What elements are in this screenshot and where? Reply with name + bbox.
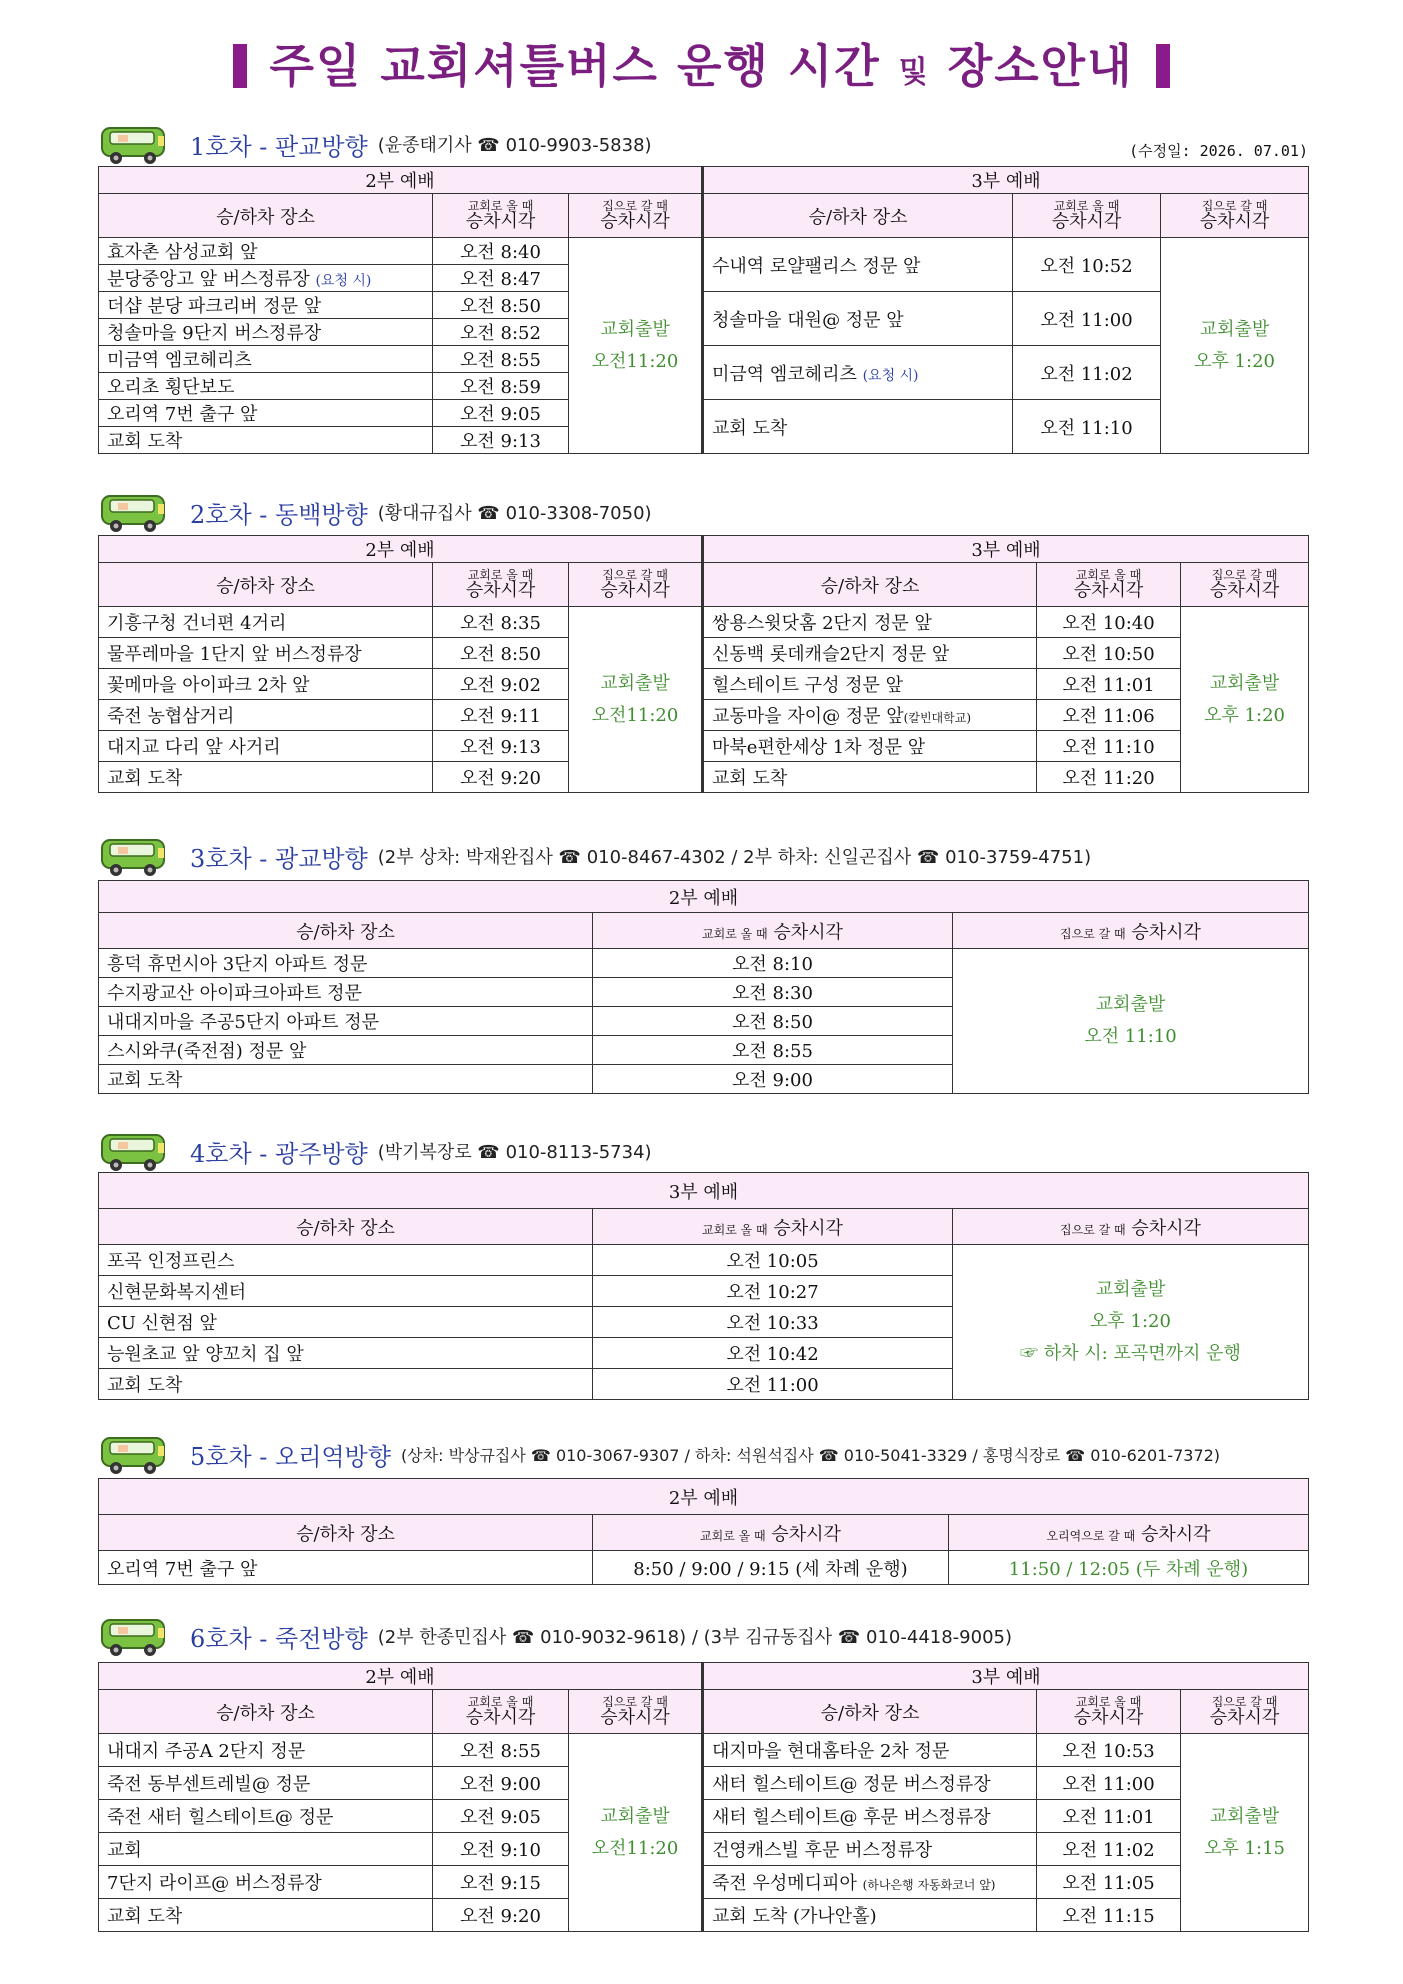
- bus2-header: [98, 486, 652, 538]
- go-time-cell: 교회출발 오후 1:15: [1181, 1734, 1309, 1932]
- page-title: [0, 30, 1403, 96]
- time: 오전 9:05: [433, 1800, 569, 1833]
- time: 오전 8:50: [433, 292, 569, 319]
- service-2-header: 2부 예배: [99, 881, 1309, 913]
- place: CU 신현점 앞: [99, 1307, 593, 1338]
- place: 더샵 분당 파크리버 정문 앞: [99, 292, 433, 319]
- time: 오전 11:06: [1037, 700, 1181, 731]
- time: 오전 11:00: [1037, 1767, 1181, 1800]
- place: 교회 도착 (가나안홀): [703, 1899, 1037, 1932]
- come-header: 교회로 올 때 승차시각: [1013, 194, 1161, 238]
- bus5-driver: (상차: 박상규집사 ☎ 010-3067-9307 / 하차: 석원석집사 ☎ 010-5041-3329 / 홍명식장로 ☎ 010-6201-7372): [400, 1445, 1221, 1465]
- come-header: 교회로 올 때 승차시각: [1037, 563, 1181, 607]
- place: 마북e편한세상 1차 정문 앞: [703, 731, 1037, 762]
- time: 오전 9:20: [433, 762, 569, 793]
- bus4-header: [98, 1125, 652, 1177]
- service-2-header: 2부 예배: [99, 1663, 703, 1690]
- bus-icon: [98, 122, 170, 166]
- place-header: 승/하차 장소: [99, 1209, 593, 1245]
- place: 쌍용스윗닷홈 2단지 정문 앞: [703, 607, 1037, 638]
- place: 수지광교산 아이파크아파트 정문: [99, 978, 593, 1007]
- bus-icon: [98, 490, 170, 534]
- service-2-header: 2부 예배: [99, 1479, 1309, 1515]
- bus-icon: [98, 1129, 170, 1173]
- time: 오전 8:10: [593, 949, 953, 978]
- time: 오전 8:40: [433, 238, 569, 265]
- time: 오전 9:10: [433, 1833, 569, 1866]
- place-header: 승/하차 장소: [703, 194, 1013, 238]
- place-header: 승/하차 장소: [99, 194, 433, 238]
- service-3-header: 3부 예배: [703, 167, 1309, 194]
- place: 건영캐스빌 후문 버스정류장: [703, 1833, 1037, 1866]
- place: 새터 힐스테이트@ 정문 버스정류장: [703, 1767, 1037, 1800]
- place: 포곡 인정프린스: [99, 1245, 593, 1276]
- time: 오전 11:05: [1037, 1866, 1181, 1899]
- service-3-header: 3부 예배: [703, 536, 1309, 563]
- service-2-header: 2부 예배: [99, 536, 703, 563]
- go-header: 오리역으로 갈 때 승차시각: [949, 1515, 1309, 1551]
- go-time-cell: 교회출발 오후 1:20: [1181, 607, 1309, 793]
- go-time-cell: 교회출발 오전11:20: [569, 607, 703, 793]
- place-header: 승/하차 장소: [703, 1690, 1037, 1734]
- time: 오전 11:02: [1037, 1833, 1181, 1866]
- time: 오전 8:30: [593, 978, 953, 1007]
- bus4-route: 4호차 - 광주방향: [190, 1139, 368, 1168]
- place-header: 승/하차 장소: [99, 1690, 433, 1734]
- bus6-route: 6호차 - 죽전방향: [190, 1624, 368, 1653]
- place: 청솔마을 9단지 버스정류장: [99, 319, 433, 346]
- time: 오전 10:27: [593, 1276, 953, 1307]
- bus-icon: [98, 1432, 170, 1476]
- time: 오전 8:52: [433, 319, 569, 346]
- service-3-header: 3부 예배: [99, 1173, 1309, 1209]
- place: 흥덕 휴먼시아 3단지 아파트 정문: [99, 949, 593, 978]
- go-header: 집으로 갈 때 승차시각: [569, 194, 703, 238]
- bus2-route: 2호차 - 동백방향: [190, 500, 368, 529]
- go-time-cell: 교회출발 오전11:20: [569, 238, 703, 454]
- time: 오전 9:02: [433, 669, 569, 700]
- title-and: 및: [898, 55, 930, 90]
- bus3-driver: (2부 상차: 박재완집사 ☎ 010-8467-4302 / 2부 하차: 신일곤집사 ☎ 010-3759-4751): [377, 847, 1092, 868]
- time: 오전 9:00: [433, 1767, 569, 1800]
- time: 오전 8:59: [433, 373, 569, 400]
- time: 오전 11:00: [1013, 292, 1161, 346]
- time: 오전 8:55: [433, 346, 569, 373]
- bus1-route: 1호차 - 판교방향: [190, 132, 368, 161]
- place: 스시와쿠(죽전점) 정문 앞: [99, 1036, 593, 1065]
- place: 죽전 동부센트레빌@ 정문: [99, 1767, 433, 1800]
- place: 교동마을 자이@ 정문 앞(칼빈대학교): [703, 700, 1037, 731]
- come-header: 교회로 올 때 승차시각: [593, 913, 953, 949]
- time: 오전 11:15: [1037, 1899, 1181, 1932]
- time: 오전 10:50: [1037, 638, 1181, 669]
- time: 오전 10:52: [1013, 238, 1161, 292]
- place: 죽전 우성메디피아 (하나은행 자동화코너 앞): [703, 1866, 1037, 1899]
- place: 새터 힐스테이트@ 후문 버스정류장: [703, 1800, 1037, 1833]
- time: 오전 11:01: [1037, 1800, 1181, 1833]
- time: 오전 8:55: [593, 1036, 953, 1065]
- go-header: 집으로 갈 때 승차시각: [953, 913, 1309, 949]
- bus1-header: [98, 118, 652, 170]
- bus4-driver: (박기복장로 ☎ 010-8113-5734): [377, 1142, 652, 1163]
- bus1-driver: (윤종태기사 ☎ 010-9903-5838): [377, 135, 652, 156]
- place: 교회: [99, 1833, 433, 1866]
- bus4-note: ☞ 하차 시: 포곡면까지 운행: [1020, 1343, 1241, 1364]
- bus1-table: [98, 166, 1309, 454]
- time: 오전 8:50: [433, 638, 569, 669]
- place: 미금역 엠코헤리츠 (요청 시): [703, 346, 1013, 400]
- bus-icon: [98, 1614, 170, 1658]
- time: 오전 11:01: [1037, 669, 1181, 700]
- bus3-header: [98, 830, 1091, 882]
- bus5-route: 5호차 - 오리역방향: [190, 1442, 391, 1471]
- place: 신현문화복지센터: [99, 1276, 593, 1307]
- bus6-driver: (2부 한종민집사 ☎ 010-9032-9618) / (3부 김규동집사 ☎ 010-4418-9005): [377, 1627, 1013, 1648]
- place: 효자촌 삼성교회 앞: [99, 238, 433, 265]
- place: 물푸레마을 1단지 앞 버스정류장: [99, 638, 433, 669]
- place: 죽전 농협삼거리: [99, 700, 433, 731]
- place: 교회 도착: [99, 1065, 593, 1094]
- place: 교회 도착: [703, 400, 1013, 454]
- time: 오전 11:00: [593, 1369, 953, 1400]
- place: 대지마을 현대홈타운 2차 정문: [703, 1734, 1037, 1767]
- come-header: 교회로 올 때 승차시각: [433, 194, 569, 238]
- place: 신동백 롯데캐슬2단지 정문 앞: [703, 638, 1037, 669]
- go-header: 집으로 갈 때 승차시각: [1181, 563, 1309, 607]
- title-bar-left: [233, 44, 247, 88]
- time: 오전 9:20: [433, 1899, 569, 1932]
- place: 교회 도착: [99, 427, 433, 454]
- place: 오리역 7번 출구 앞: [99, 1551, 593, 1585]
- place: 교회 도착: [703, 762, 1037, 793]
- time: 오전 9:13: [433, 731, 569, 762]
- go-time-cell: 교회출발 오전 11:10: [953, 949, 1309, 1094]
- bus5-header: [98, 1428, 1220, 1480]
- time: 오전 9:00: [593, 1065, 953, 1094]
- time: 오전 10:42: [593, 1338, 953, 1369]
- time: 오전 11:20: [1037, 762, 1181, 793]
- bus5-table: [98, 1478, 1309, 1585]
- title-text: 주일 교회셔틀버스 운행 시간: [269, 39, 881, 93]
- revised-date: (수정일: 2026. 07.01): [1129, 142, 1308, 160]
- go-header: 집으로 갈 때 승차시각: [953, 1209, 1309, 1245]
- place: 내대지마을 주공5단지 아파트 정문: [99, 1007, 593, 1036]
- bus6-table: [98, 1662, 1309, 1932]
- bus2-table: [98, 535, 1309, 793]
- place: 내대지 주공A 2단지 정문: [99, 1734, 433, 1767]
- place: 7단지 라이프@ 버스정류장: [99, 1866, 433, 1899]
- service-3-header: 3부 예배: [703, 1663, 1309, 1690]
- come-header: 교회로 올 때 승차시각: [1037, 1690, 1181, 1734]
- time: 오전 11:10: [1013, 400, 1161, 454]
- place: 청솔마을 대원@ 정문 앞: [703, 292, 1013, 346]
- time: 오전 9:05: [433, 400, 569, 427]
- go-time-cell: 교회출발 오전11:20: [569, 1734, 703, 1932]
- go-time: 11:50 / 12:05 (두 차례 운행): [949, 1551, 1309, 1585]
- place: 수내역 로얄팰리스 정문 앞: [703, 238, 1013, 292]
- service-2-header: 2부 예배: [99, 167, 703, 194]
- place: 교회 도착: [99, 762, 433, 793]
- place: 분당중앙고 앞 버스정류장 (요청 시): [99, 265, 433, 292]
- bus4-table: [98, 1172, 1309, 1400]
- place-header: 승/하차 장소: [99, 913, 593, 949]
- time: 오전 10:05: [593, 1245, 953, 1276]
- go-header: 집으로 갈 때 승차시각: [569, 563, 703, 607]
- go-time-cell: 교회출발 오후 1:20: [1161, 238, 1309, 454]
- title-guide: 장소안내: [947, 39, 1134, 93]
- go-header: 집으로 갈 때 승차시각: [1181, 1690, 1309, 1734]
- place: 죽전 새터 힐스테이트@ 정문: [99, 1800, 433, 1833]
- place: 기흥구청 건너편 4거리: [99, 607, 433, 638]
- place: 꽃메마을 아이파크 2차 앞: [99, 669, 433, 700]
- come-header: 교회로 올 때 승차시각: [433, 1690, 569, 1734]
- bus6-header: [98, 1610, 1012, 1662]
- place: 오리초 횡단보도: [99, 373, 433, 400]
- bus-icon: [98, 834, 170, 878]
- place: 힐스테이트 구성 정문 앞: [703, 669, 1037, 700]
- come-header: 교회로 올 때 승차시각: [593, 1515, 949, 1551]
- time: 8:50 / 9:00 / 9:15 (세 차례 운행): [593, 1551, 949, 1585]
- place: 능원초교 앞 양꼬치 집 앞: [99, 1338, 593, 1369]
- time: 오전 10:33: [593, 1307, 953, 1338]
- time: 오전 8:50: [593, 1007, 953, 1036]
- time: 오전 10:53: [1037, 1734, 1181, 1767]
- place: 오리역 7번 출구 앞: [99, 400, 433, 427]
- time: 오전 11:10: [1037, 731, 1181, 762]
- place: 미금역 엠코헤리츠: [99, 346, 433, 373]
- time: 오전 9:13: [433, 427, 569, 454]
- come-header: 교회로 올 때 승차시각: [433, 563, 569, 607]
- go-header: 집으로 갈 때 승차시각: [569, 1690, 703, 1734]
- bus2-driver: (황대규집사 ☎ 010-3308-7050): [377, 503, 652, 524]
- time: 오전 11:02: [1013, 346, 1161, 400]
- time: 오전 8:55: [433, 1734, 569, 1767]
- go-time-cell: 교회출발 오후 1:20 ☞ 하차 시: 포곡면까지 운행: [953, 1245, 1309, 1400]
- place-header: 승/하차 장소: [99, 563, 433, 607]
- bus3-route: 3호차 - 광교방향: [190, 844, 368, 873]
- time: 오전 10:40: [1037, 607, 1181, 638]
- time: 오전 8:35: [433, 607, 569, 638]
- go-header: 집으로 갈 때 승차시각: [1161, 194, 1309, 238]
- place-header: 승/하차 장소: [703, 563, 1037, 607]
- time: 오전 9:11: [433, 700, 569, 731]
- place: 교회 도착: [99, 1899, 433, 1932]
- come-header: 교회로 올 때 승차시각: [593, 1209, 953, 1245]
- place-header: 승/하차 장소: [99, 1515, 593, 1551]
- place: 대지교 다리 앞 사거리: [99, 731, 433, 762]
- place: 교회 도착: [99, 1369, 593, 1400]
- title-bar-right: [1156, 44, 1170, 88]
- bus3-table: [98, 880, 1309, 1094]
- time: 오전 8:47: [433, 265, 569, 292]
- time: 오전 9:15: [433, 1866, 569, 1899]
